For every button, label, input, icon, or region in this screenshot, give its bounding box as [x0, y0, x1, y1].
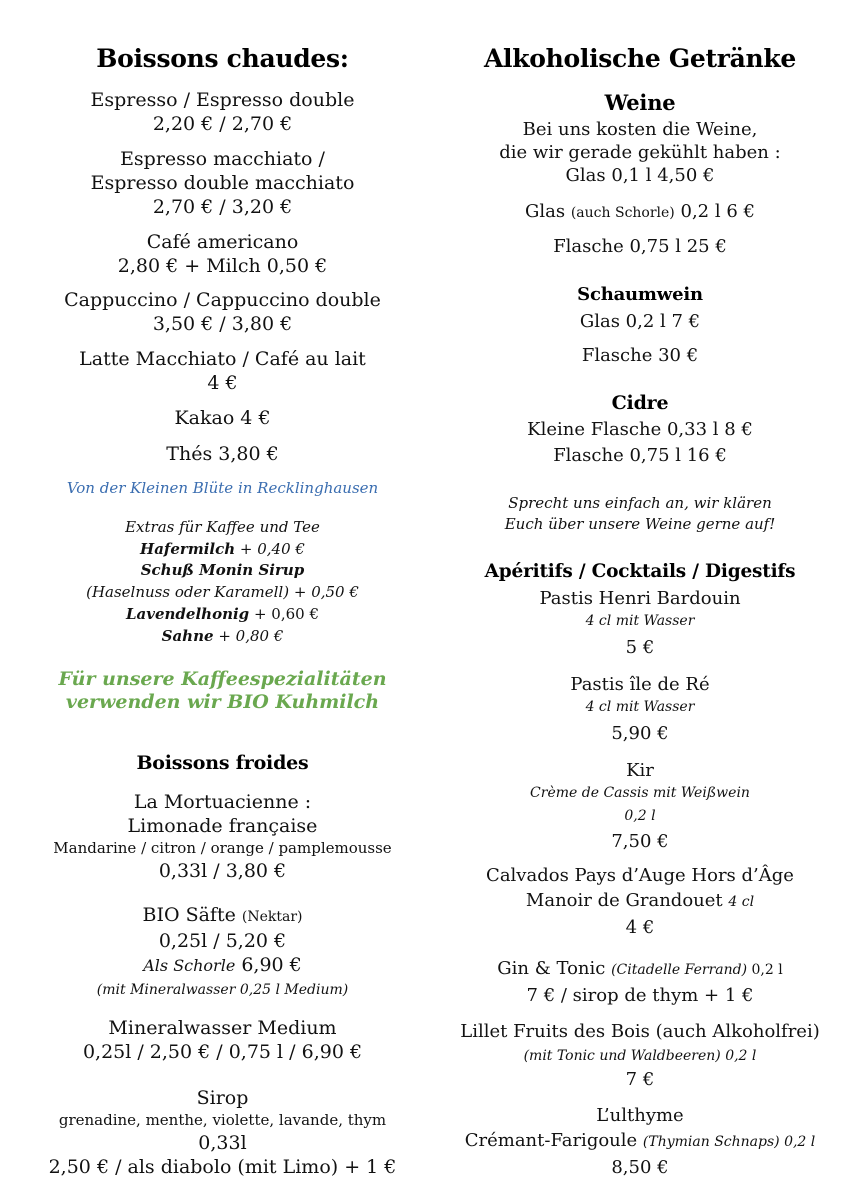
item-name: Calvados Pays d’Auge Hors d’Âge	[486, 865, 794, 886]
wasser-item	[20, 1016, 425, 1064]
glas-01: Glas 0,1 l 4,50 €	[565, 165, 715, 186]
item-price: 3,50 € / 3,80 €	[152, 313, 293, 335]
item-name: Espresso macchiato /	[120, 148, 325, 170]
schaumwein-title: Schaumwein	[577, 284, 703, 305]
gin-tonic-item	[440, 957, 840, 1007]
item-price: 0,33l / 3,80 €	[158, 860, 287, 882]
americano-item	[20, 230, 425, 278]
cappuccino-item	[20, 288, 425, 336]
item-name: La Mortuacienne :	[133, 791, 312, 813]
weine-title: Weine	[604, 90, 676, 115]
wine-note: Sprecht uns einfach an, wir klären Euch über unsere Weine gerne auf!	[504, 494, 776, 533]
espresso-item	[20, 88, 425, 136]
item-flavors: grenadine, menthe, violette, lavande, thym	[58, 1111, 387, 1129]
item-name: Cappuccino / Cappuccino double	[64, 289, 381, 311]
item-price: 7 €	[625, 1069, 655, 1090]
extra-sahne: Sahne + 0,80 €	[161, 627, 284, 645]
glas-02: Glas (auch Schorle) 0,2 l 6 €	[525, 201, 755, 222]
cidre-title: Cidre	[611, 392, 669, 414]
item-price: 5 €	[625, 637, 655, 658]
item-name: L’ulthyme	[596, 1105, 684, 1126]
ulthyme-item	[440, 1104, 840, 1179]
item-name: Espresso double macchiato	[90, 172, 355, 194]
thes-item: Thés 3,80 €	[166, 443, 279, 465]
item-price: 7 € / sirop de thym + 1 €	[526, 985, 754, 1006]
item-name: Pastis île de Ré	[570, 674, 710, 695]
saefte-item	[20, 903, 425, 1002]
kir-item	[440, 759, 840, 853]
item-note: (mit Tonic und Waldbeeren) 0,2 l	[523, 1048, 757, 1064]
hot-drinks-title: Boissons chaudes:	[96, 44, 349, 73]
macchiato-item	[20, 147, 425, 219]
item-note: Crème de Cassis mit Weißwein	[530, 785, 750, 801]
item-size: 0,33l	[198, 1132, 247, 1154]
item-name: Latte Macchiato / Café au lait	[79, 348, 366, 370]
item-name: Espresso / Espresso double	[90, 89, 355, 111]
pastis-henri-item	[440, 587, 840, 659]
supplier-note: Von der Kleinen Blüte in Recklinghausen	[66, 479, 379, 497]
calvados-item	[440, 864, 840, 939]
sirop-item	[20, 1086, 425, 1179]
item-price: 4 €	[207, 372, 238, 394]
extra-monin-detail: (Haselnuss oder Karamell) + 0,50 €	[86, 583, 359, 601]
item-flavors: Mandarine / citron / orange / pamplemousse	[53, 839, 392, 857]
item-name: Mineralwasser Medium	[108, 1017, 337, 1039]
lillet-item	[440, 1020, 840, 1091]
item-price: 5,90 €	[611, 723, 669, 744]
latte-item	[20, 347, 425, 395]
item-name: Café americano	[146, 231, 299, 253]
item-note: 4 cl mit Wasser	[585, 699, 695, 715]
limonade-item	[20, 790, 425, 883]
alcohol-title: Alkoholische Getränke	[483, 44, 797, 73]
item-price: 2,70 € / 3,20 €	[152, 196, 293, 218]
flasche-wein: Flasche 0,75 l 25 €	[553, 236, 727, 257]
item-price: 4 €	[625, 917, 655, 938]
item-name: Gin & Tonic (Citadelle Ferrand) 0,2 l	[497, 958, 783, 979]
item-size: 0,2 l	[624, 808, 656, 824]
item-note: (mit Mineralwasser 0,25 l Medium)	[96, 982, 349, 998]
extra-monin: Schuß Monin Sirup	[140, 561, 305, 579]
cold-drinks-title: Boissons froides	[136, 752, 309, 774]
item-name: BIO Säfte (Nektar)	[142, 904, 303, 926]
pastis-re-item	[440, 673, 840, 745]
item-name: Sirop	[196, 1087, 249, 1109]
schaumwein-glas: Glas 0,2 l 7 €	[579, 311, 701, 332]
item-name: Pastis Henri Bardouin	[539, 588, 741, 609]
cidre-items: Kleine Flasche 0,33 l 8 € Flasche 0,75 l 16 €	[527, 419, 753, 466]
extras-section	[20, 516, 425, 647]
item-name: Lillet Fruits des Bois (auch Alkoholfrei)	[460, 1021, 820, 1042]
schaumwein-flasche: Flasche 30 €	[581, 345, 699, 366]
item-price: 2,20 € / 2,70 €	[152, 113, 293, 135]
item-note: 4 cl mit Wasser	[585, 613, 695, 629]
aperitifs-title: Apéritifs / Cocktails / Digestifs	[484, 561, 796, 582]
item-price: 7,50 €	[611, 831, 669, 852]
item-name: Crémant-Farigoule (Thymian Schnaps) 0,2 l	[464, 1130, 816, 1151]
extra-hafermilch: Hafermilch + 0,40 €	[140, 540, 305, 558]
item-name: Manoir de Grandouet 4 cl	[525, 890, 755, 911]
item-schorle: Als Schorle 6,90 €	[143, 954, 302, 976]
item-name: Limonade française	[127, 815, 318, 837]
item-price: 2,50 € / als diabolo (mit Limo) + 1 €	[48, 1156, 397, 1178]
item-price: 2,80 € + Milch 0,50 €	[117, 255, 328, 277]
bio-milk-note: Für unsere Kaffeespezialitäten verwenden wir BIO Kuhmilch	[58, 668, 387, 713]
item-price: 8,50 €	[611, 1157, 669, 1178]
item-price: 0,25l / 2,50 € / 0,75 l / 6,90 €	[82, 1041, 363, 1063]
item-name: Kir	[626, 760, 654, 781]
extra-lavendel: Lavendelhonig + 0,60 €	[126, 605, 319, 623]
item-price: 0,25l / 5,20 €	[158, 930, 287, 952]
weine-intro: Bei uns kosten die Weine, die wir gerade gekühlt haben : Glas 0,1 l 4,50 €	[440, 118, 840, 187]
extras-title: Extras für Kaffee und Tee	[125, 518, 320, 536]
kakao-item: Kakao 4 €	[174, 407, 271, 429]
